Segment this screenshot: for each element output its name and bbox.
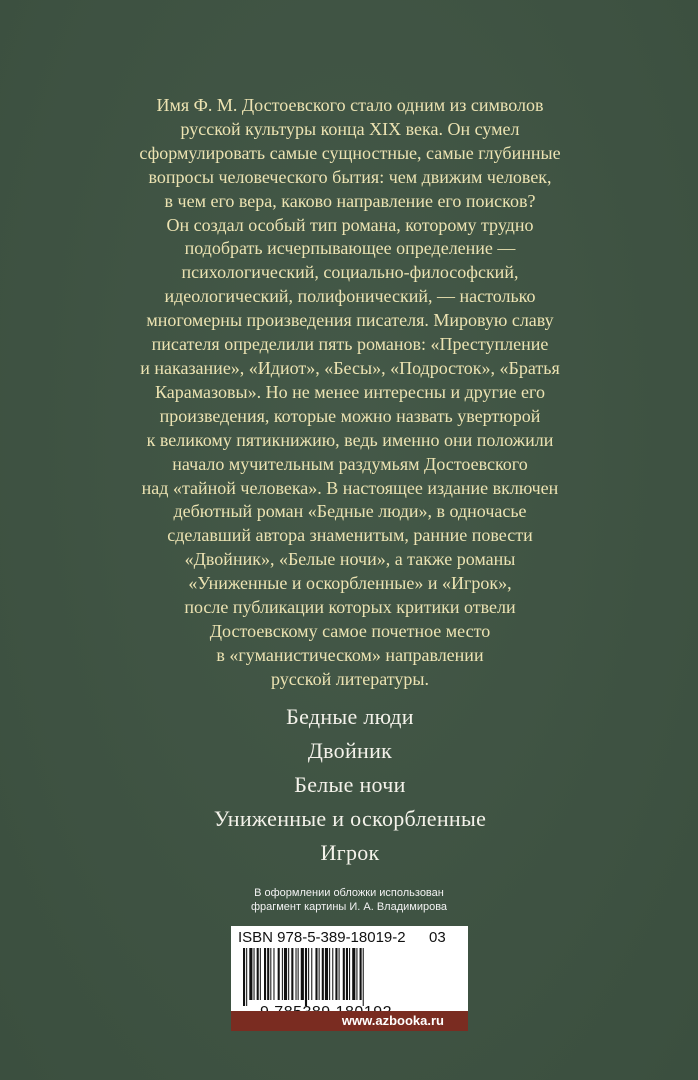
credit-line: В оформлении обложки использован	[254, 887, 444, 899]
isbn-addon: 03	[429, 929, 446, 946]
annotation-line: психологический, социально-философский,	[181, 262, 519, 283]
barcode-bar	[260, 948, 261, 1000]
contents-title: Бедные люди	[286, 704, 414, 729]
contents-title: Униженные и оскорбленные	[213, 806, 487, 831]
barcode-bar	[264, 948, 266, 1000]
barcode-bar	[243, 948, 245, 1006]
barcode-bar	[332, 948, 333, 1000]
isbn-barcode	[231, 926, 468, 1023]
barcode-bar	[249, 948, 252, 1000]
barcode-bar	[325, 948, 328, 1000]
barcode-bar	[329, 948, 330, 1000]
annotation-line: вопросы человеческого бытия: чем движим человек,	[148, 166, 552, 187]
annotation-line: Он создал особый тип романа, которому трудно	[166, 214, 534, 235]
annotation-line: в «гуманистическом» направлении	[216, 644, 484, 665]
annotation-line: «Двойник», «Белые ночи», а также романы	[184, 549, 516, 570]
barcode-bar	[346, 948, 348, 1000]
publisher-url-bar	[231, 1011, 468, 1031]
barcode-bars	[235, 948, 464, 1006]
barcode-bar	[278, 948, 280, 1000]
annotation-line: русской культуры конца XIX века. Он сумел	[180, 118, 520, 139]
isbn-label: ISBN 978-5-389-18019-2	[238, 929, 406, 946]
barcode-bar	[282, 948, 283, 1000]
annotation-line: над «тайной человека». В настоящее издание включен	[141, 477, 559, 498]
annotation-line: идеологический, полифонический, — настолько	[164, 286, 536, 307]
barcode-bar	[305, 948, 307, 1006]
annotation-line: русской литературы.	[271, 668, 429, 689]
barcode-bar	[352, 948, 355, 1000]
contents-title: Двойник	[307, 738, 393, 763]
annotation-line: Достоевскому самое почетное место	[209, 620, 491, 641]
annotation-line: Карамазовы». Но не менее интересны и другие его	[155, 381, 545, 402]
contents-title: Игрок	[320, 840, 380, 865]
annotation-line: к великому пятикнижию, ведь именно они положили	[146, 429, 554, 450]
annotation-text	[90, 94, 610, 692]
annotation-line: произведения, которые можно назвать увертюрой	[159, 405, 541, 426]
barcode-bar	[270, 948, 271, 1000]
barcode-bar	[335, 948, 337, 1000]
contents-list	[100, 700, 600, 870]
barcode-bar	[349, 948, 350, 1000]
barcode-bar	[291, 948, 293, 1000]
annotation-line: подобрать исчерпывающее определение —	[184, 238, 516, 259]
barcode-bar	[296, 948, 297, 1000]
barcode-bar	[257, 948, 259, 1000]
barcode-bar	[298, 948, 299, 1000]
barcode-bar	[246, 948, 247, 1006]
barcode-bar	[284, 948, 287, 1000]
annotation-line: и наказание», «Идиот», «Бесы», «Подросток», «Братья	[140, 357, 560, 378]
annotation-line: после публикации которых критики отвели	[184, 597, 516, 618]
barcode-bar	[273, 948, 274, 1000]
annotation-line: многомерны произведения писателя. Мировую славу	[146, 310, 554, 331]
barcode-bar	[343, 948, 345, 1000]
barcode-bar	[267, 948, 269, 1000]
credit-line: фрагмент картины И. А. Владимирова	[250, 901, 448, 913]
barcode-bar	[356, 948, 357, 1000]
cover-art-credit	[229, 886, 469, 914]
annotation-line: начало мучительным раздумьям Достоевского	[172, 453, 528, 474]
barcode-bar	[308, 948, 309, 1000]
barcode-bar	[254, 948, 255, 1000]
barcode-bar	[363, 948, 364, 1006]
barcode-bar	[319, 948, 320, 1000]
barcode-bar	[322, 948, 324, 1000]
annotation-line: писателя определили пять романов: «Преступление	[151, 334, 549, 355]
annotation-line: дебютный роман «Бедные люди», в одночасье	[173, 501, 527, 522]
barcode-bar	[360, 948, 362, 1000]
annotation-line: «Униженные и оскорбленные» и «Игрок»,	[188, 573, 512, 594]
annotation-line: Имя Ф. М. Достоевского стало одним из символов	[156, 95, 544, 115]
barcode-bar	[311, 948, 312, 1000]
barcode-bar	[315, 948, 317, 1000]
contents-title: Белые ночи	[294, 772, 406, 797]
annotation-line: в чем его вера, каково направление его поисков?	[164, 190, 536, 211]
barcode-bar	[288, 948, 289, 1000]
publisher-url: www.azbooka.ru	[341, 1013, 444, 1028]
annotation-line: сделавший автора знаменитым, ранние повести	[167, 525, 533, 546]
annotation-line: сформулировать самые сущностные, самые глубинные	[139, 142, 561, 163]
barcode-bar	[339, 948, 340, 1000]
barcode-bar	[301, 948, 304, 1000]
